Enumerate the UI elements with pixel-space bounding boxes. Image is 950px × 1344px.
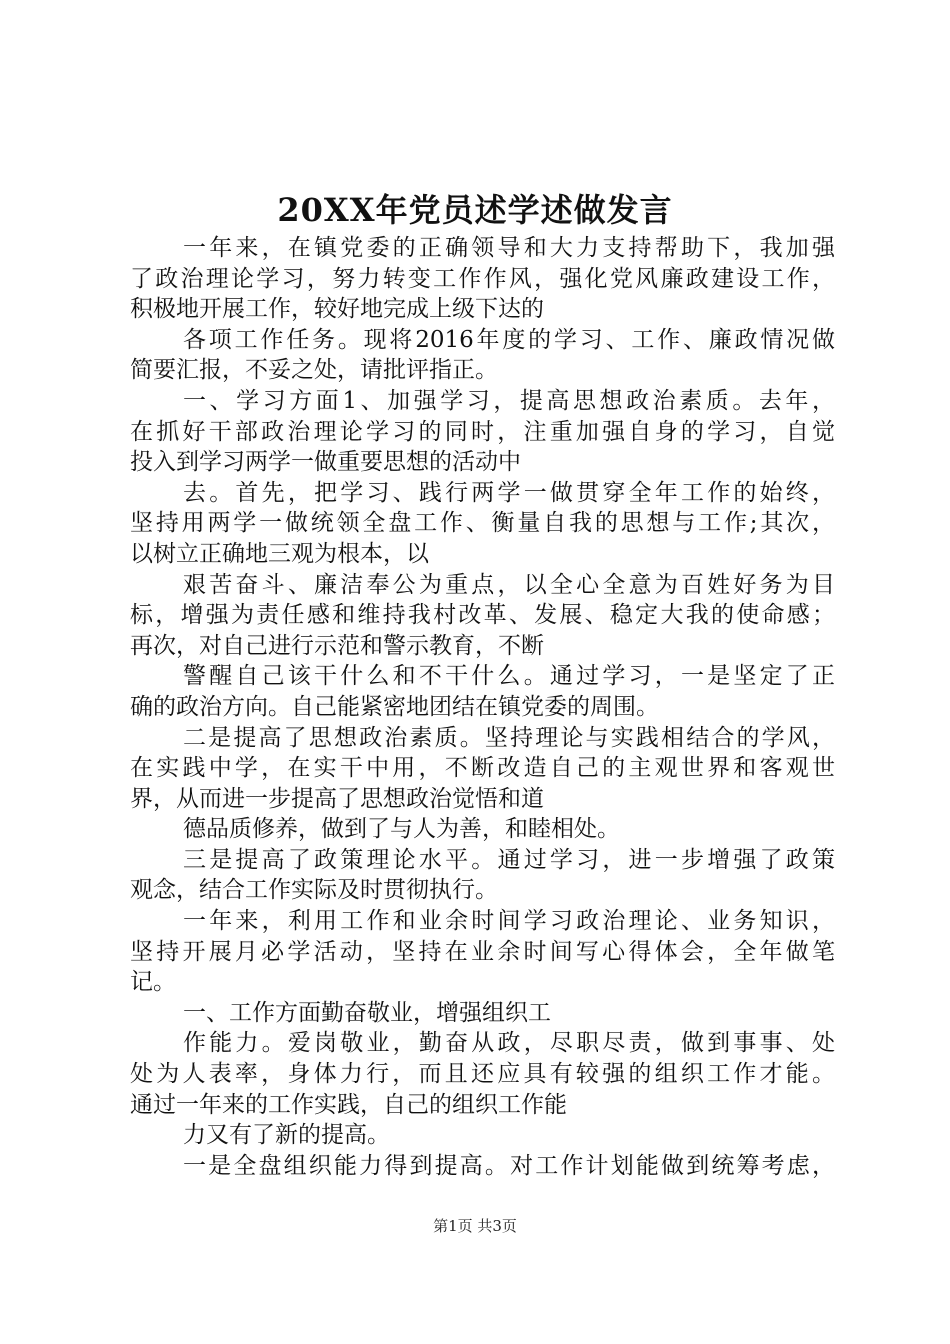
text-line: 坚持开展月必学活动，坚持在业余时间写心得体会，全年做笔 [130, 938, 835, 965]
text-line: 通过一年来的工作实践，自己的组织工作能 [130, 1091, 567, 1118]
text-line: 在实践中学，在实干中用，不断改造自己的主观世界和客观世 [130, 755, 835, 782]
text-line: 确的政治方向。自己能紧密地团结在镇党委的周围。 [130, 693, 659, 720]
text-line: 观念，结合工作实际及时贯彻执行。 [130, 877, 498, 904]
text-line: 二是提高了思想政治素质。坚持理论与实践相结合的学风， [183, 724, 835, 751]
text-line: 作能力。爱岗敬业，勤奋从政，尽职尽责，做到事事、处 [183, 1030, 835, 1057]
text-line: 德品质修养，做到了与人为善，和睦相处。 [183, 816, 620, 843]
document-title: 20XX年党员述学述做发言 [277, 191, 673, 229]
text-line: 一、学习方面1、加强学习，提高思想政治素质。去年， [183, 387, 835, 414]
page-footer: 第1页 共3页 [433, 1217, 517, 1235]
text-line: 界，从而进一步提高了思想政治觉悟和道 [130, 785, 544, 812]
text-line: 在抓好干部政治理论学习的同时，注重加强自身的学习，自觉 [130, 418, 835, 445]
text-line: 一年来，在镇党委的正确领导和大力支持帮助下，我加强 [183, 235, 835, 261]
text-line: 了政治理论学习，努力转变工作作风，强化党风廉政建设工作， [130, 265, 835, 292]
text-line: 处为人表率，身体力行，而且还应具有较强的组织工作才能。 [130, 1061, 835, 1088]
text-line: 一是全盘组织能力得到提高。对工作计划能做到统筹考虑， [183, 1152, 835, 1179]
document-body [130, 233, 835, 1181]
text-line: 警醒自己该干什么和不干什么。通过学习，一是坚定了正 [183, 663, 835, 690]
text-line: 一年来，利用工作和业余时间学习政治理论、业务知识， [183, 908, 835, 935]
text-line: 再次，对自己进行示范和警示教育，不断 [130, 632, 544, 659]
text-line: 投入到学习两学一做重要思想的活动中 [130, 449, 521, 476]
text-line: 以树立正确地三观为根本，以 [130, 540, 429, 567]
text-line: 三是提高了政策理论水平。通过学习，进一步增强了政策 [183, 846, 835, 873]
text-line: 去。首先，把学习、践行两学一做贯穿全年工作的始终， [183, 479, 835, 506]
text-line: 力又有了新的提高。 [183, 1122, 390, 1149]
text-line: 标，增强为责任感和维持我村改革、发展、稳定大我的使命感； [130, 602, 835, 629]
text-line: 简要汇报，不妥之处，请批评指正。 [130, 357, 498, 384]
text-line: 坚持用两学一做统领全盘工作、衡量自我的思想与工作;其次， [130, 510, 835, 537]
text-line: 一、工作方面勤奋敬业，增强组织工 [183, 999, 551, 1026]
text-line: 艰苦奋斗、廉洁奉公为重点，以全心全意为百姓好务为目 [183, 571, 835, 598]
text-line: 各项工作任务。现将2016年度的学习、工作、廉政情况做 [183, 326, 835, 353]
text-line: 积极地开展工作，较好地完成上级下达的 [130, 296, 544, 323]
text-line: 记。 [130, 969, 176, 996]
